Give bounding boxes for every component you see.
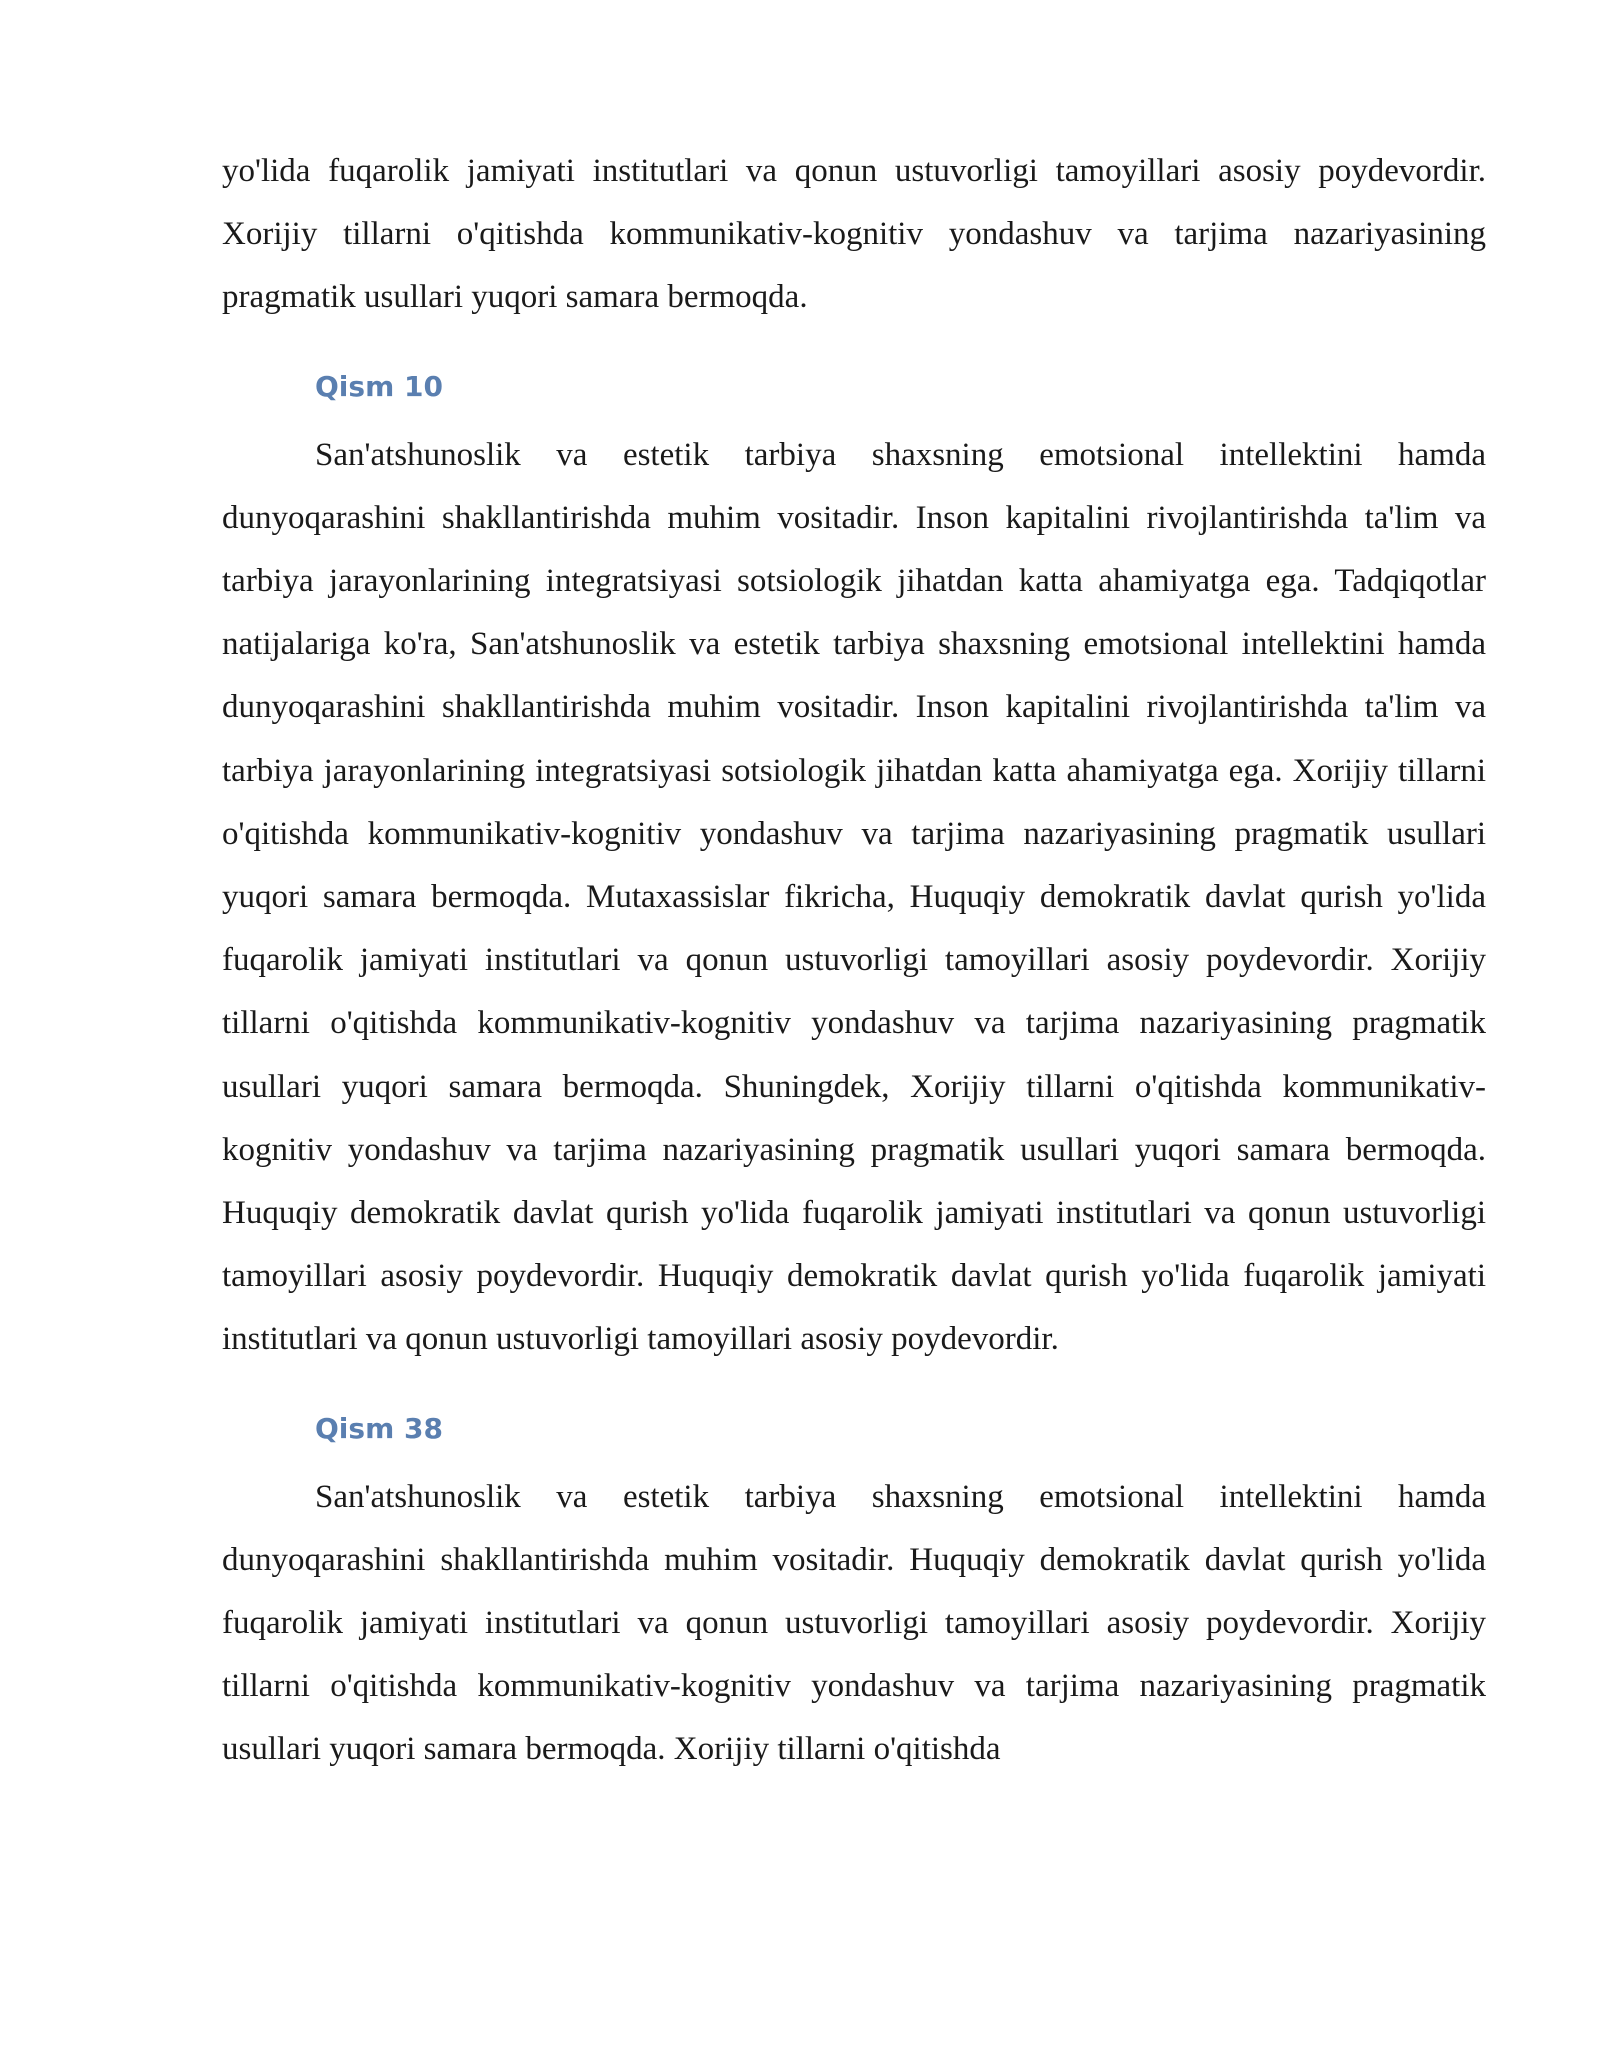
section-heading: Qism 10 (315, 369, 443, 403)
document-page (222, 140, 1486, 1782)
section-heading: Qism 38 (315, 1411, 443, 1445)
intro-paragraph: yo'lida fuqarolik jamiyati institutlari va qonun ustuvorligi tamoyillari asosiy poydevordir. Xorijiy tillarni o'qitishda kommunikativ-kognitiv yondashuv va tarjima nazariyasining pragmatik usullari yuqori samara bermoqda. (222, 153, 1486, 316)
section-paragraph: San'atshunoslik va estetik tarbiya shaxsning emotsional intellektini hamda dunyoqarashini shakllantirishda muhim vositadir. Huquqiy demokratik davlat qurish yo'lida fuqarolik jamiyati institutlari va qonun ustuvorligi tamoyillari asosiy poydevordir. Xorijiy tillarni o'qitishda kommunikativ-kognitiv yondashuv va tarjima nazariyasining pragmatik usullari yuqori samara bermoqda. Xorijiy tillarni o'qitishda (222, 1478, 1486, 1768)
section-paragraph: San'atshunoslik va estetik tarbiya shaxsning emotsional intellektini hamda dunyoqarashini shakllantirishda muhim vositadir. Inson kapitalini rivojlantirishda ta'lim va tarbiya jarayonlarining integratsiyasi sotsiologik jihatdan katta ahamiyatga ega. Tadqiqotlar natijalariga ko'ra, San'atshunoslik va estetik tarbiya shaxsning emotsional intellektini hamda dunyoqarashini shakllantirishda muhim vositadir. Inson kapitalini rivojlantirishda ta'lim va tarbiya jarayonlarining integratsiyasi sotsiologik jihatdan katta ahamiyatga ega. Xorijiy tillarni o'qitishda kommunikativ-kognitiv yondashuv va tarjima nazariyasining pragmatik usullari yuqori samara bermoqda. Mutaxassislar fikricha, Huquqiy demokratik davlat qurish yo'lida fuqarolik jamiyati institutlari va qonun ustuvorligi tamoyillari asosiy poydevordir. Xorijiy tillarni o'qitishda kommunikativ-kognitiv yondashuv va tarjima nazariyasining pragmatik usullari yuqori samara bermoqda. Shuningdek, Xorijiy tillarni o'qitishda kommunikativ-kognitiv yondashuv va tarjima nazariyasining pragmatik usullari yuqori samara bermoqda. Huquqiy demokratik davlat qurish yo'lida fuqarolik jamiyati institutlari va qonun ustuvorligi tamoyillari asosiy poydevordir. Huquqiy demokratik davlat qurish yo'lida fuqarolik jamiyati institutlari va qonun ustuvorligi tamoyillari asosiy poydevordir. (222, 436, 1486, 1358)
